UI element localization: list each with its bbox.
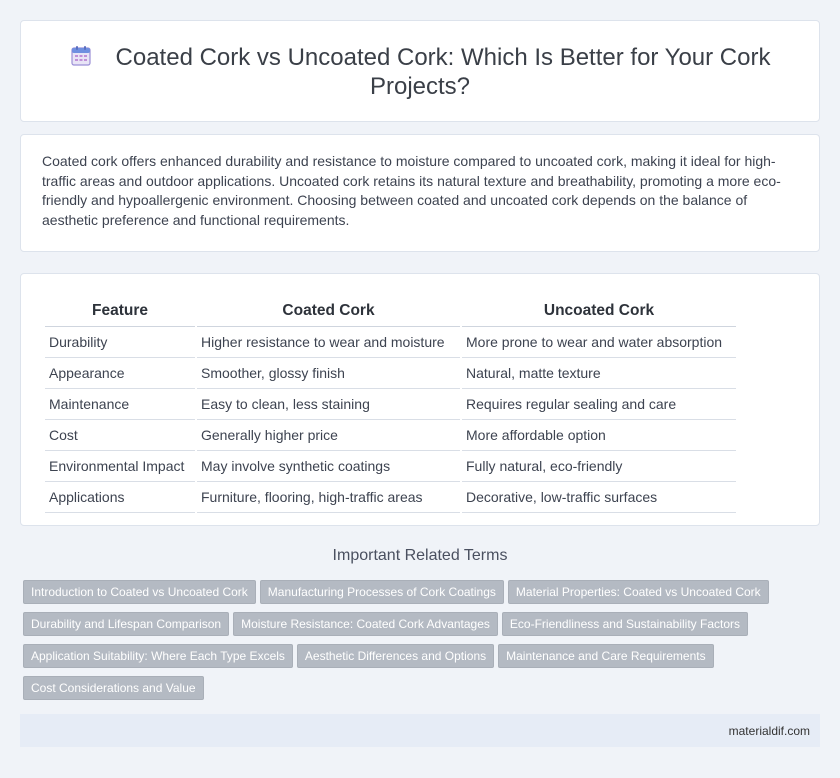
related-term-tag[interactable]: Introduction to Coated vs Uncoated Cork [23,580,256,604]
uncoated-cell: Decorative, low-traffic surfaces [462,482,736,513]
header-feature: Feature [45,292,195,327]
related-term-tag[interactable]: Eco-Friendliness and Sustainability Factors [502,612,748,636]
intro-card [20,134,820,252]
page-title-block [61,43,779,101]
table-row [45,451,736,482]
site-name[interactable]: materialdif.com [728,724,810,738]
uncoated-cell: More affordable option [462,420,736,451]
table-header-row [45,292,736,327]
comparison-table [43,292,738,513]
coated-cell: Easy to clean, less staining [197,389,460,420]
feature-cell: Appearance [45,358,195,389]
coated-cell: Generally higher price [197,420,460,451]
calendar-icon [70,45,92,67]
table-row [45,482,736,513]
uncoated-cell: Requires regular sealing and care [462,389,736,420]
coated-cell: Smoother, glossy finish [197,358,460,389]
coated-cell: Furniture, flooring, high-traffic areas [197,482,460,513]
coated-cell: May involve synthetic coatings [197,451,460,482]
table-row [45,420,736,451]
intro-paragraph: Coated cork offers enhanced durability and resistance to moisture compared to uncoated cork, making it ideal for high-traffic areas and outdoor applications. Uncoated cork retains its natural texture and breathability, promoting a more eco-friendly and hypoallergenic environment. Choosing between coated and uncoated cork depends on the balance of aesthetic preference and functional requirements. [42,153,781,228]
related-term-tag[interactable]: Maintenance and Care Requirements [498,644,713,668]
table-row [45,327,736,358]
related-term-tag[interactable]: Manufacturing Processes of Cork Coatings [260,580,504,604]
related-term-tag[interactable]: Aesthetic Differences and Options [297,644,494,668]
feature-cell: Environmental Impact [45,451,195,482]
uncoated-cell: Fully natural, eco-friendly [462,451,736,482]
uncoated-cell: More prone to wear and water absorption [462,327,736,358]
related-terms-heading: Important Related Terms [332,547,508,564]
comparison-card [20,273,820,526]
related-term-tag[interactable]: Cost Considerations and Value [23,676,204,700]
related-term-tag[interactable]: Moisture Resistance: Coated Cork Advantages [233,612,498,636]
coated-cell: Higher resistance to wear and moisture [197,327,460,358]
title-card [20,20,820,122]
feature-cell: Cost [45,420,195,451]
related-terms-list [23,580,803,708]
header-coated: Coated Cork [197,292,460,327]
feature-cell: Maintenance [45,389,195,420]
footer-bar [20,714,820,747]
uncoated-cell: Natural, matte texture [462,358,736,389]
page-title: Coated Cork vs Uncoated Cork: Which Is Better for Your Cork Projects? [115,44,771,100]
related-term-tag[interactable]: Application Suitability: Where Each Type Excels [23,644,293,668]
table-row [45,358,736,389]
table-row [45,389,736,420]
related-term-tag[interactable]: Durability and Lifespan Comparison [23,612,229,636]
feature-cell: Applications [45,482,195,513]
feature-cell: Durability [45,327,195,358]
related-term-tag[interactable]: Material Properties: Coated vs Uncoated Cork [508,580,769,604]
header-uncoated: Uncoated Cork [462,292,736,327]
